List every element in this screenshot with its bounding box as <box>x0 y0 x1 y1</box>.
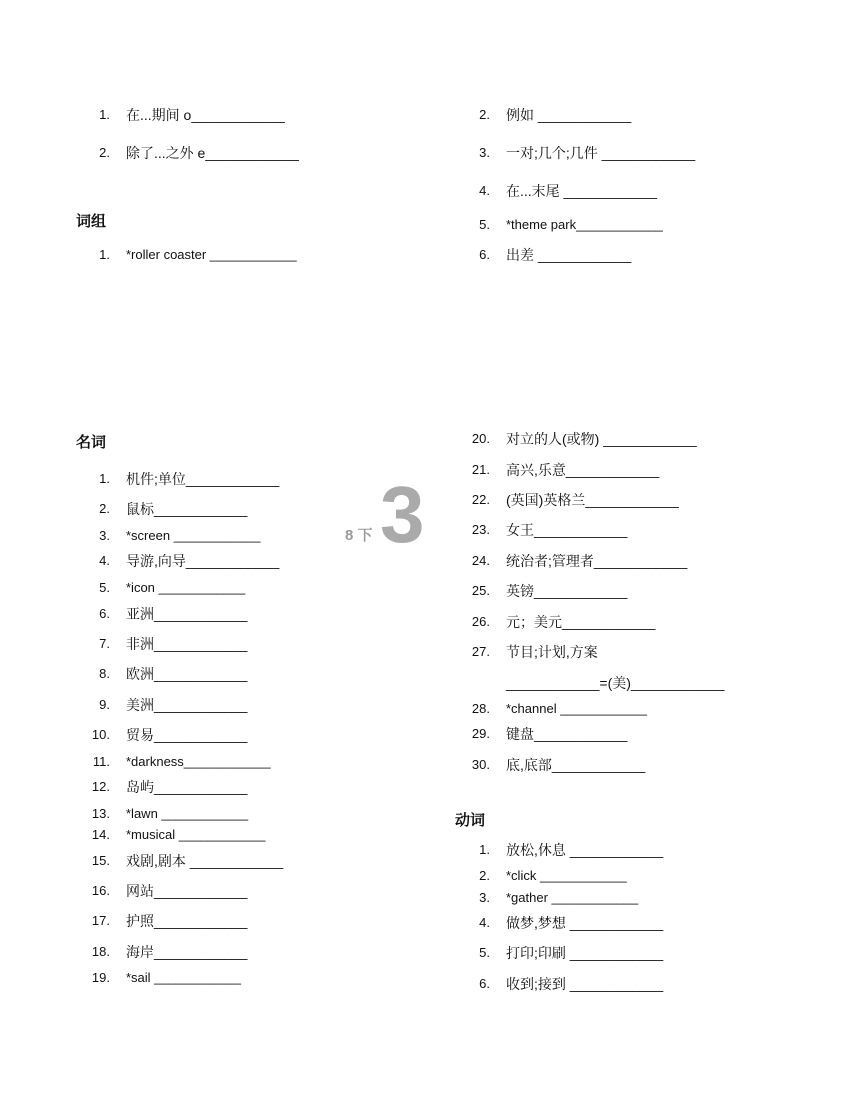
item-text: *icon ____________ <box>126 580 246 595</box>
item-text: 做梦,梦想 ____________ <box>506 915 664 931</box>
item-number: 27. <box>471 644 490 659</box>
item-number: 1. <box>99 471 110 486</box>
item-number: 12. <box>91 779 110 794</box>
item-number: 7. <box>99 636 110 651</box>
item-number: 15. <box>91 853 110 868</box>
item-number: 2. <box>479 868 490 883</box>
item-number: 22. <box>471 492 490 507</box>
item-text: 海岸____________ <box>126 944 248 960</box>
item-text: 鼠标____________ <box>126 501 248 517</box>
item-text: *click ____________ <box>506 868 627 883</box>
item-number: 18. <box>91 944 110 959</box>
item-text: *channel ____________ <box>506 701 647 716</box>
item-number: 13. <box>91 806 110 821</box>
item-text: 岛屿____________ <box>126 779 248 795</box>
item-text: 非洲____________ <box>126 636 248 652</box>
item-number: 6. <box>99 606 110 621</box>
item-text: 护照____________ <box>126 913 248 929</box>
section-heading-nouns: 名词 <box>76 434 107 451</box>
item-text: 收到;接到 ____________ <box>506 976 664 992</box>
item-text: (英国)英格兰____________ <box>506 492 679 508</box>
item-text: 美洲____________ <box>126 697 248 713</box>
item-text: 在...末尾 ____________ <box>506 183 657 199</box>
item-text: 除了...之外 e____________ <box>126 145 299 161</box>
section-heading-verbs: 动词 <box>455 812 486 829</box>
item-text: 网站____________ <box>126 883 248 899</box>
item-number: 17. <box>91 913 110 928</box>
item-number: 19. <box>91 970 110 985</box>
item-number: 10. <box>91 727 110 742</box>
unit-number: 3 <box>380 470 425 559</box>
item-number: 6. <box>479 976 490 991</box>
item-number: 16. <box>91 883 110 898</box>
item-text: 欧洲____________ <box>126 666 248 682</box>
item-text: 统治者;管理者____________ <box>506 553 688 569</box>
item-text: 节目;计划,方案 <box>506 644 598 660</box>
item-text: 键盘____________ <box>506 726 628 742</box>
item-text: 机件;单位____________ <box>126 471 280 487</box>
item-text: *lawn ____________ <box>126 806 249 821</box>
item-number: 5. <box>479 217 490 232</box>
section-heading-phrases: 词组 <box>76 213 107 230</box>
item-number: 28. <box>471 701 490 716</box>
item-text: *theme park____________ <box>506 217 663 232</box>
item-number: 4. <box>479 915 490 930</box>
item-number: 25. <box>471 583 490 598</box>
item-text: 英镑____________ <box>506 583 628 599</box>
item-number: 11. <box>92 754 110 769</box>
item-number: 30. <box>471 757 490 772</box>
item-number: 2. <box>479 107 490 122</box>
item-number: 26. <box>471 614 490 629</box>
item-text: *screen ____________ <box>126 528 261 543</box>
item-text: 打印;印刷 ____________ <box>506 945 664 961</box>
item-number: 5. <box>479 945 490 960</box>
item-number: 4. <box>99 553 110 568</box>
item-number: 9. <box>99 697 110 712</box>
item-text: 对立的人(或物) ____________ <box>506 431 697 447</box>
item-number: 23. <box>471 522 490 537</box>
item-text: 元；美元____________ <box>506 614 656 630</box>
item-number: 2. <box>99 501 110 516</box>
item-number: 1. <box>99 247 110 262</box>
item-text: 放松,休息 ____________ <box>506 842 664 858</box>
item-number: 2. <box>99 145 110 160</box>
item-number: 1. <box>479 842 490 857</box>
item-text: *roller coaster ____________ <box>126 247 297 262</box>
item-text: *gather ____________ <box>506 890 639 905</box>
item-number: 3. <box>99 528 110 543</box>
item-text: ____________=(美)____________ <box>506 675 725 691</box>
item-number: 21. <box>471 462 490 477</box>
item-text: 亚洲____________ <box>126 606 248 622</box>
item-number: 4. <box>479 183 490 198</box>
item-number: 1. <box>99 107 110 122</box>
item-number: 5. <box>99 580 110 595</box>
item-text: 戏剧,剧本 ____________ <box>126 853 284 869</box>
item-text: 一对;几个;几件 ____________ <box>506 145 696 161</box>
item-text: *sail ____________ <box>126 970 241 985</box>
item-text: 底,底部____________ <box>506 757 646 773</box>
item-number: 29. <box>471 726 490 741</box>
item-text: 高兴,乐意____________ <box>506 462 660 478</box>
item-number: 3. <box>479 145 490 160</box>
item-number: 20. <box>471 431 490 446</box>
item-text: *darkness____________ <box>126 754 271 769</box>
item-number: 8. <box>99 666 110 681</box>
item-number: 6. <box>479 247 490 262</box>
grade-label: 8 下 <box>345 527 373 544</box>
item-text: 在...期间 o____________ <box>126 107 285 123</box>
item-text: 贸易____________ <box>126 727 248 743</box>
item-number: 3. <box>479 890 490 905</box>
item-text: 例如 ____________ <box>506 107 632 123</box>
item-text: 导游,向导____________ <box>126 553 280 569</box>
item-text: *musical ____________ <box>126 827 266 842</box>
item-number: 24. <box>471 553 490 568</box>
item-number: 14. <box>91 827 110 842</box>
item-text: 女王____________ <box>506 522 628 538</box>
item-text: 出差 ____________ <box>506 247 632 263</box>
